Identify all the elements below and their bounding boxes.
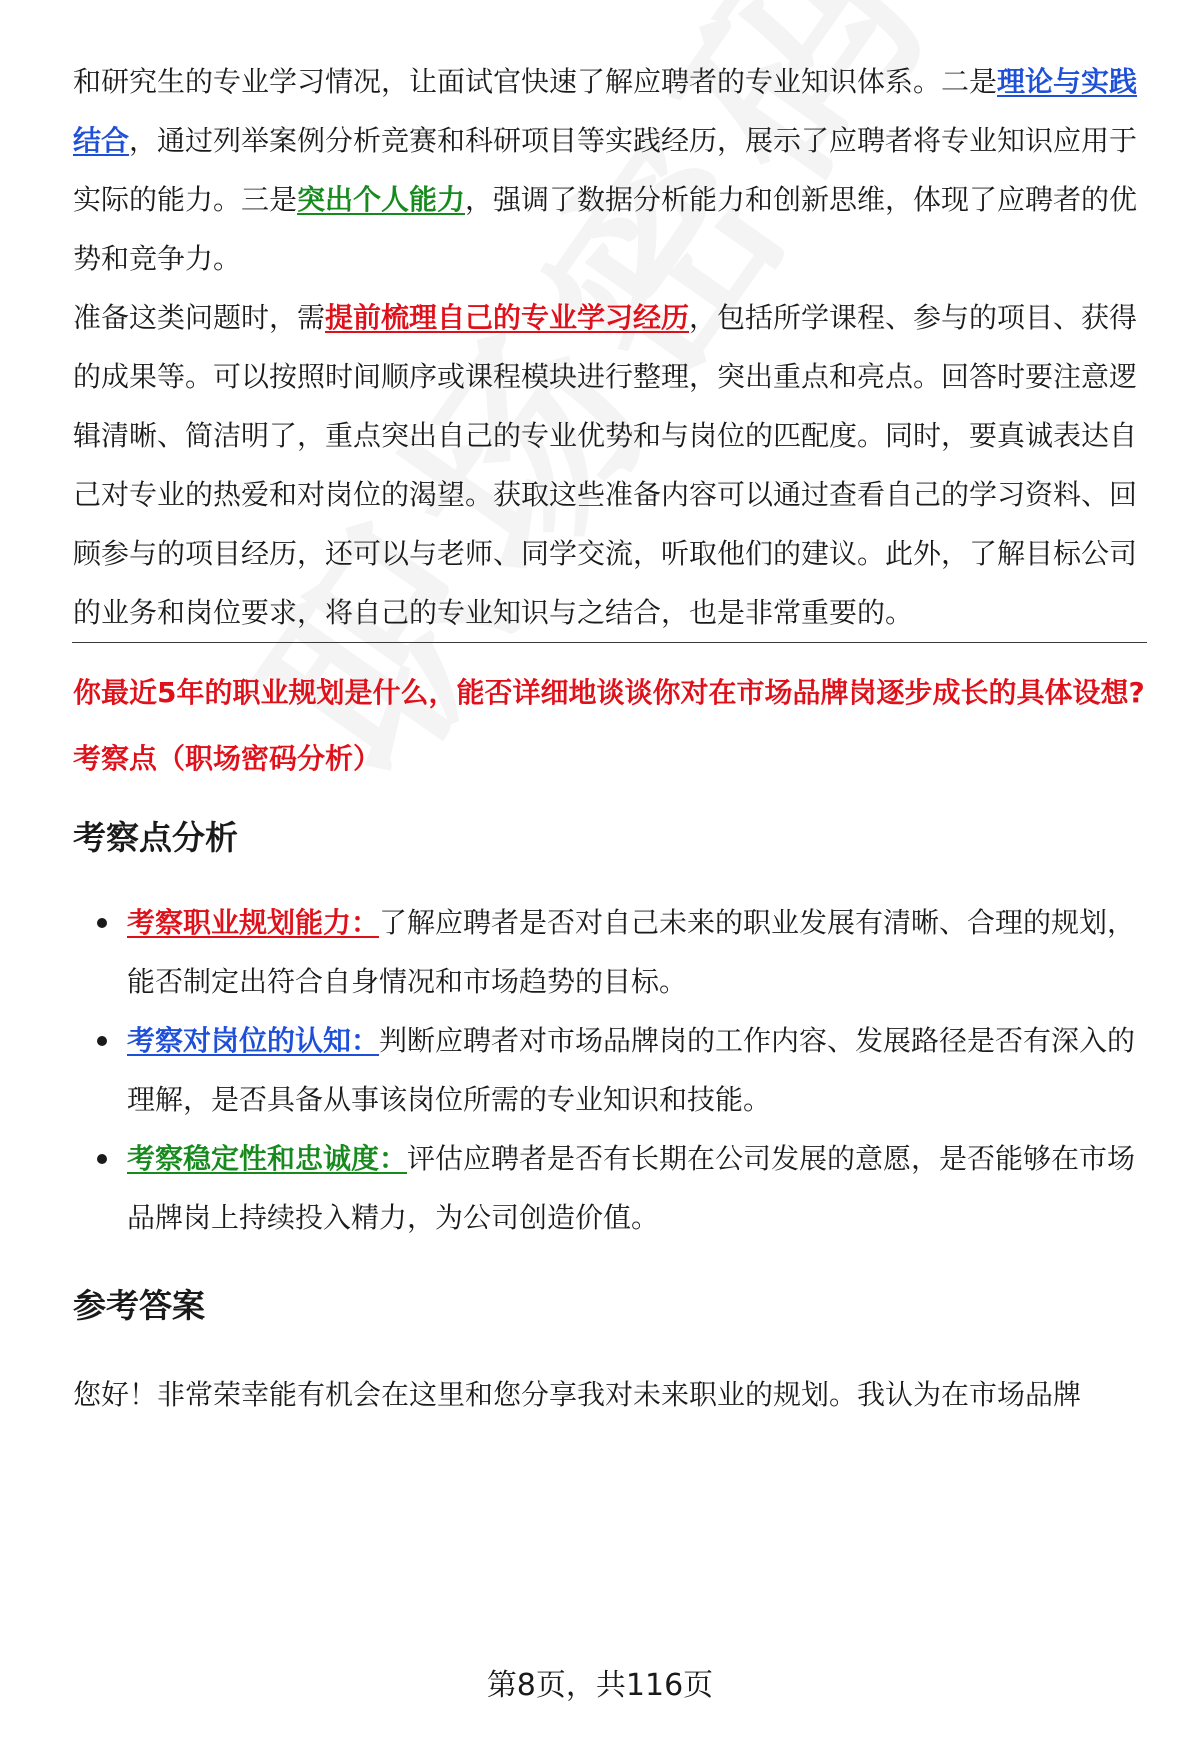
page-content [73,52,1148,1424]
bullet-dot-icon [97,918,107,928]
analysis-heading: 考察点分析 [73,818,238,857]
paragraph-2-text-1: 准备这类问题时，需 [73,301,326,334]
paragraph-1-text-2: ，通过列举案例分析竞赛和科研项目等实践经历，展示了应聘者将专业知识应用于实际的能力。三是 [73,124,1138,216]
bullet-dot-icon [97,1154,107,1164]
analysis-item-text: 判断应聘者对市场品牌岗的工作内容、发展路径是否有深入的理解，是否具备从事该岗位所需的专业知识和技能。 [127,1024,1136,1116]
analysis-item [73,893,1148,1011]
answer-text: 您好！非常荣幸能有机会在这里和您分享我对未来职业的规划。我认为在市场品牌 [73,1378,1082,1411]
paragraph-2-text-2: ，包括所学课程、参与的项目、获得的成果等。可以按照时间顺序或课程模块进行整理，突出重点和亮点。回答时要注意逻辑清晰、简洁明了，重点突出自己的专业优势和与岗位的匹配度。同时，要真诚表达自己对专业的热爱和对岗位的渴望。获取这些准备内容可以通过查看自己的学习资料、回顾参与的项目经历，还可以与老师、同学交流，听取他们的建议。此外，了解目标公司的业务和岗位要求，将自己的专业知识与之结合，也是非常重要的。 [73,301,1138,629]
paragraph-1-text-1: 和研究生的专业学习情况，让面试官快速了解应聘者的专业知识体系。二是 [73,65,998,98]
answer-heading: 参考答案 [73,1286,205,1325]
highlight-theory-practice: 理论与实践结合 [73,65,1138,157]
paragraph-2 [73,288,1148,642]
bullet-dot-icon [97,1036,107,1046]
analysis-list [73,893,1148,1247]
paragraph-1 [73,52,1148,288]
analysis-item-label: 考察职业规划能力： [127,906,380,939]
highlight-review-experience: 提前梳理自己的专业学习经历 [325,301,690,334]
analysis-item-label: 考察稳定性和忠诚度： [127,1142,408,1175]
interview-question: 你最近5年的职业规划是什么，能否详细地谈谈你对在市场品牌岗逐步成长的具体设想? [73,676,1145,709]
analysis-item-text: 了解应聘者是否对自己未来的职业发展有清晰、合理的规划，能否制定出符合自身情况和市场趋势的目标。 [127,906,1136,998]
exam-point-label: 考察点（职场密码分析） [73,742,382,775]
analysis-item [73,1129,1148,1247]
highlight-personal-ability: 突出个人能力 [297,183,466,216]
analysis-item-label: 考察对岗位的认知： [127,1024,380,1057]
paragraph-1-text-3: ，强调了数据分析能力和创新思维，体现了应聘者的优势和竞争力。 [73,183,1138,275]
analysis-item [73,1011,1148,1129]
analysis-item-text: 评估应聘者是否有长期在公司发展的意愿，是否能够在市场品牌岗上持续投入精力，为公司创造价值。 [127,1142,1136,1234]
page-number: 第8页，共116页 [486,1668,714,1703]
section-divider [72,642,1147,643]
